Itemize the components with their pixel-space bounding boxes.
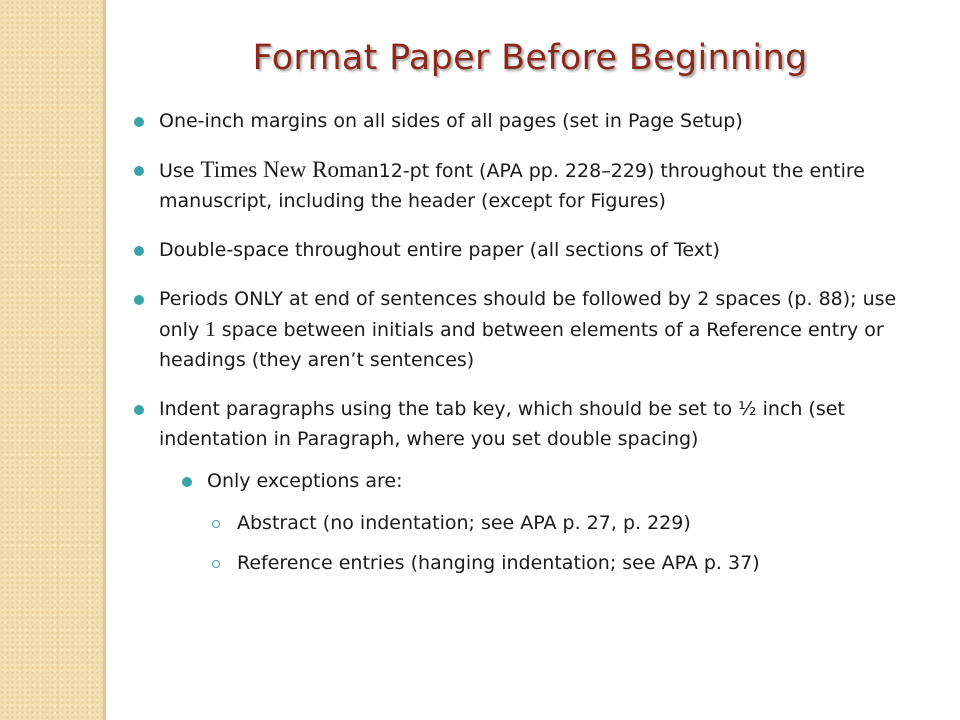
bullet-dot-icon [134, 166, 144, 176]
bullet-text-prefix: Use [159, 160, 201, 182]
ring-bullet-icon [212, 520, 220, 528]
sub-bullet-text: Only exceptions are: [207, 470, 403, 492]
bullet-text-suffix: -pt font (APA pp. 228–229) throughout the entire manuscript, including the header (except for Figures) [159, 160, 865, 212]
font-name-text: Times New Roman [200, 157, 379, 182]
bullet-dot-icon [134, 117, 144, 127]
bullet-text: Double-space throughout entire paper (all sections of Text) [159, 239, 720, 261]
bullet-dot-icon [182, 477, 192, 487]
font-size-text: 12 [378, 160, 403, 182]
bullet-double-space [132, 235, 942, 265]
slide-title: Format Paper Before Beginning [252, 38, 808, 78]
sub-sub-bullet-abstract [210, 508, 942, 538]
bullet-font [132, 155, 942, 216]
bullet-dot-icon [134, 246, 144, 256]
bullet-margins [132, 106, 942, 136]
bullet-text: Indent paragraphs using the tab key, which should be set to ½ inch (set indentation in Paragraph, where you set double spacing) [159, 398, 845, 450]
side-divider-line [103, 0, 106, 720]
bullet-text: One-inch margins on all sides of all pages (set in Page Setup) [159, 110, 743, 132]
bullet-text-prefix: Periods ONLY at end of sentences should be followed by 2 spaces (p. 88); use only [159, 288, 897, 341]
sub-sub-bullet-text: Abstract (no indentation; see APA p. 27, p. 229) [237, 512, 691, 534]
bullet-dot-icon [134, 295, 144, 305]
sub-bullet-exceptions [180, 466, 942, 496]
bullet-periods [132, 284, 942, 375]
decorative-side-strip [0, 0, 103, 720]
bullet-dot-icon [134, 405, 144, 415]
bullet-text-suffix: space between initials and between elements of a Reference entry or headings (they aren’t sentences) [159, 319, 884, 371]
slide-content [132, 106, 942, 588]
ring-bullet-icon [212, 560, 220, 568]
sub-sub-bullet-references [210, 548, 942, 578]
bullet-indent [132, 394, 942, 454]
count-text: 1 [205, 317, 216, 341]
sub-sub-bullet-text: Reference entries (hanging indentation; see APA p. 37) [237, 552, 760, 574]
